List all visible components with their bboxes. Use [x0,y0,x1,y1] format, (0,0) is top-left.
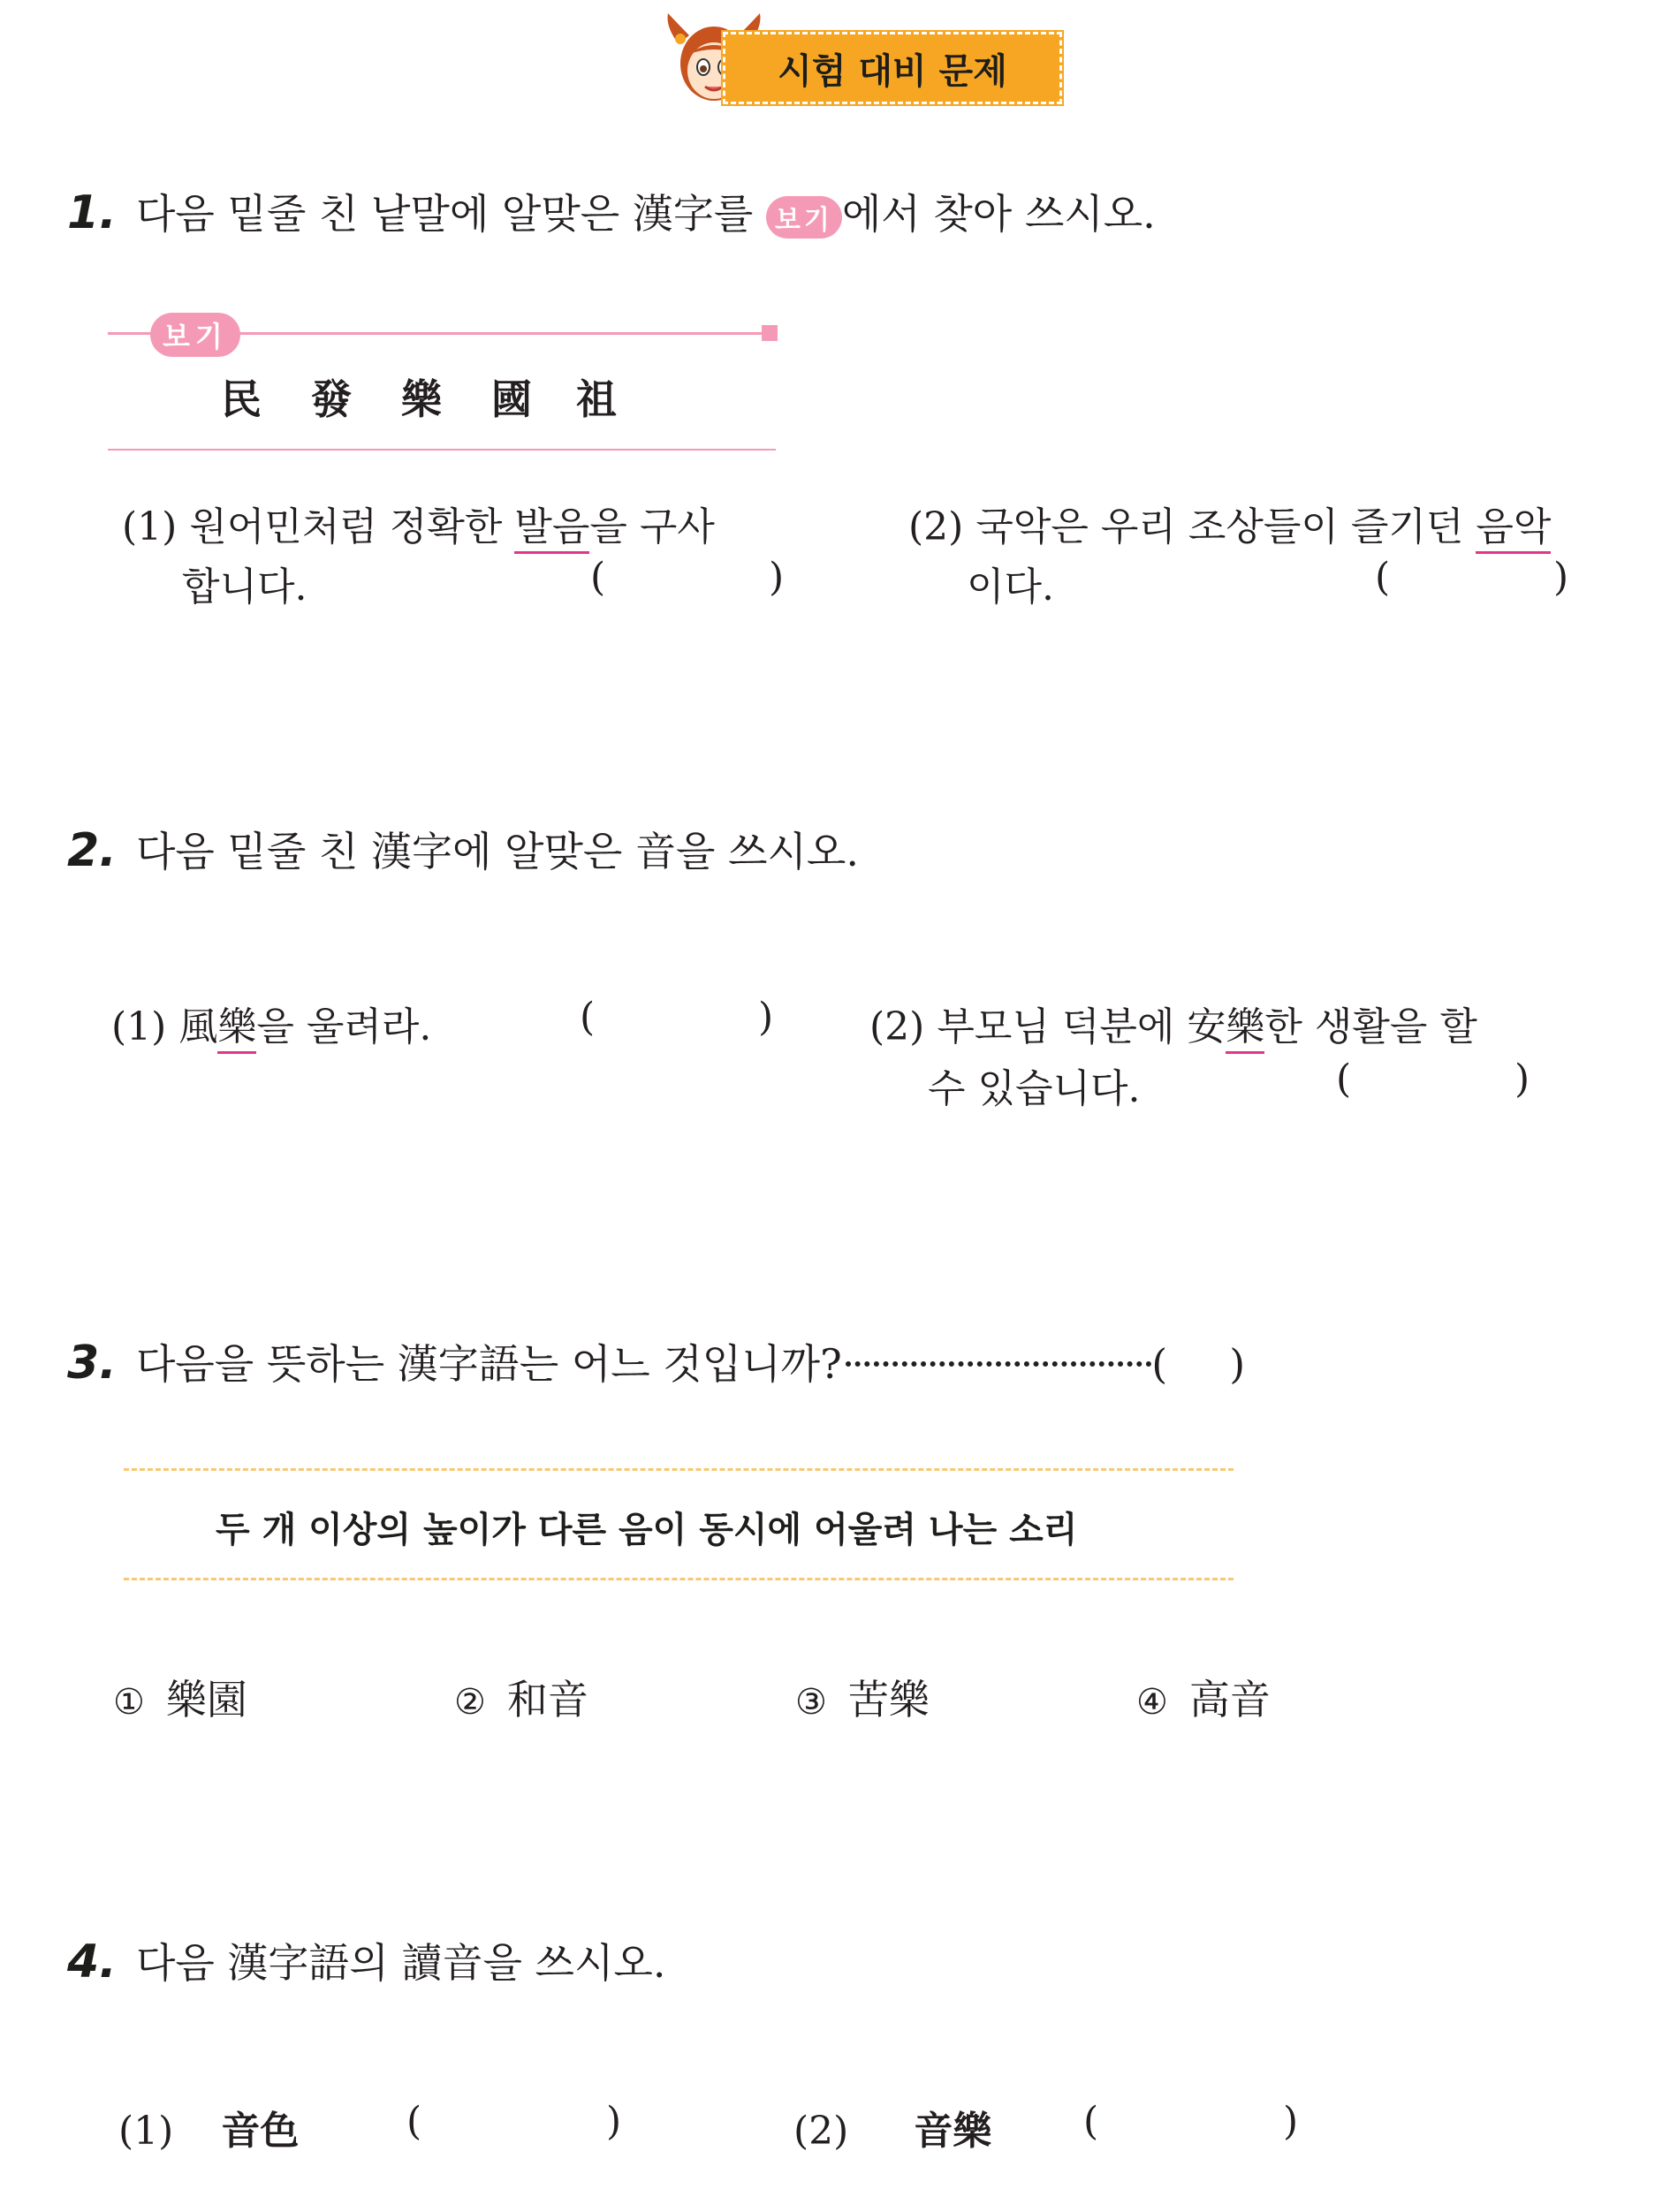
header-title: 시험 대비 문제 [723,32,1062,104]
bogi-char: 樂 [401,375,442,423]
q4-item-1-label: (1) [118,2109,174,2154]
q2-item-2-line2: 수 있습니다. [928,1066,1141,1111]
q1-item-2-underlined: 음악 [1476,504,1551,554]
q2-item-1-underlined: 樂 [217,1004,256,1054]
q1-item-2-label: (2) [908,504,964,549]
bogi-corner-square [762,325,778,341]
q1-item-1-line2: 합니다. [182,564,307,610]
q2-item-1-label: (1) [111,1004,167,1049]
q3-option-3-text: 苦樂 [847,1676,930,1723]
q2-item-1-answer-close: ) [758,995,774,1040]
q3-answer-open[interactable]: ( [1151,1340,1168,1388]
q4-item-1-answer-open[interactable]: ( [406,2099,422,2144]
q1-prompt [67,182,1156,240]
q2-prompt [67,820,859,878]
bogi-char: 發 [311,375,352,423]
bogi-chars [221,367,617,426]
q2-item-1 [111,995,431,1051]
q3-option-1-mark: ① [113,1682,145,1723]
q1-item-2-answer-open[interactable]: ( [1375,555,1391,600]
q4-item-1-word: 音色 [221,2109,300,2154]
q2-item-2-pre: 부모님 덕분에 安 [937,1004,1226,1049]
q3-answer-close: ) [1229,1340,1246,1388]
q1-item-1-answer-close: ) [769,555,785,600]
q3-text: 다음을 뜻하는 漢字語는 어느 것입니까? [135,1340,842,1388]
q1-text-before: 다음 밑줄 친 낱말에 알맞은 漢字를 [135,190,754,238]
q1-item-1 [122,495,715,551]
q3-definition-top-line [124,1468,1234,1471]
q2-item-1-answer-open[interactable]: ( [580,995,596,1040]
q3-leader-dots: ································· [841,1340,1152,1388]
q3-option-2[interactable] [454,1668,588,1726]
q2-item-1-pre: 風 [178,1004,218,1049]
section-header [661,9,1067,106]
q3-option-3[interactable] [795,1668,930,1726]
q1-item-2-pre: 국악은 우리 조상들이 즐기던 [975,504,1464,549]
q4-item-1-answer-close: ) [606,2099,622,2144]
q3-option-4-mark: ④ [1136,1682,1168,1723]
bogi-bottom-line [108,449,776,451]
q2-item-2-underlined: 樂 [1226,1004,1264,1054]
q4-item-2-answer-open[interactable]: ( [1083,2099,1099,2144]
q4-item-2-answer-close: ) [1283,2099,1299,2144]
q3-number: 3. [67,1337,117,1390]
bogi-char: 國 [491,375,532,423]
q4-text: 다음 漢字語의 讀音을 쓰시오. [135,1939,666,1987]
q2-item-1-post: 을 울려라. [256,1004,432,1049]
q3-option-1[interactable] [113,1668,247,1726]
q2-number: 2. [67,824,117,877]
q4-number: 4. [67,1936,117,1989]
q1-text-after: 에서 찾아 쓰시오. [841,190,1156,238]
q2-item-2-answer-close: ) [1514,1057,1530,1102]
q1-item-2 [908,495,1551,551]
q4-item-1 [118,2099,299,2155]
q1-item-1-label: (1) [122,504,178,549]
q4-item-2-word: 音樂 [914,2109,992,2154]
q2-item-2-post: 한 생활을 할 [1264,1004,1477,1049]
q1-item-2-answer-close: ) [1553,555,1569,600]
q1-item-2-line2: 이다. [967,564,1054,610]
q3-option-1-text: 樂園 [165,1676,247,1723]
q3-definition: 두 개 이상의 높이가 다른 음이 동시에 어울려 나는 소리 [216,1510,1078,1550]
q2-item-2-label: (2) [869,1004,925,1049]
q2-item-2 [869,995,1477,1051]
q3-option-4[interactable] [1136,1668,1271,1726]
q3-definition-bottom-line [124,1578,1234,1580]
q2-item-2-answer-open[interactable]: ( [1336,1057,1352,1102]
q3-option-3-mark: ③ [795,1682,827,1723]
q4-prompt [67,1931,665,1989]
bogi-char: 祖 [576,375,617,423]
q1-number: 1. [67,186,117,239]
bogi-box [108,309,779,452]
q1-item-1-post: 을 구사 [589,504,715,549]
q1-bogi-tag: 보기 [766,196,842,239]
q3-option-2-mark: ② [454,1682,486,1723]
q4-item-2-label: (2) [793,2109,849,2154]
bogi-char: 民 [221,375,262,423]
bogi-tag: 보기 [150,313,240,357]
q2-text: 다음 밑줄 친 漢字에 알맞은 音을 쓰시오. [135,828,859,875]
q3-prompt [67,1332,1245,1390]
q1-item-1-underlined: 발음 [514,504,589,554]
q3-option-4-text: 高音 [1188,1676,1271,1723]
q4-item-2 [793,2099,991,2155]
q3-option-2-text: 和音 [506,1676,588,1723]
q1-item-1-answer-open[interactable]: ( [590,555,606,600]
q1-item-1-pre: 원어민처럼 정확한 [189,504,503,549]
